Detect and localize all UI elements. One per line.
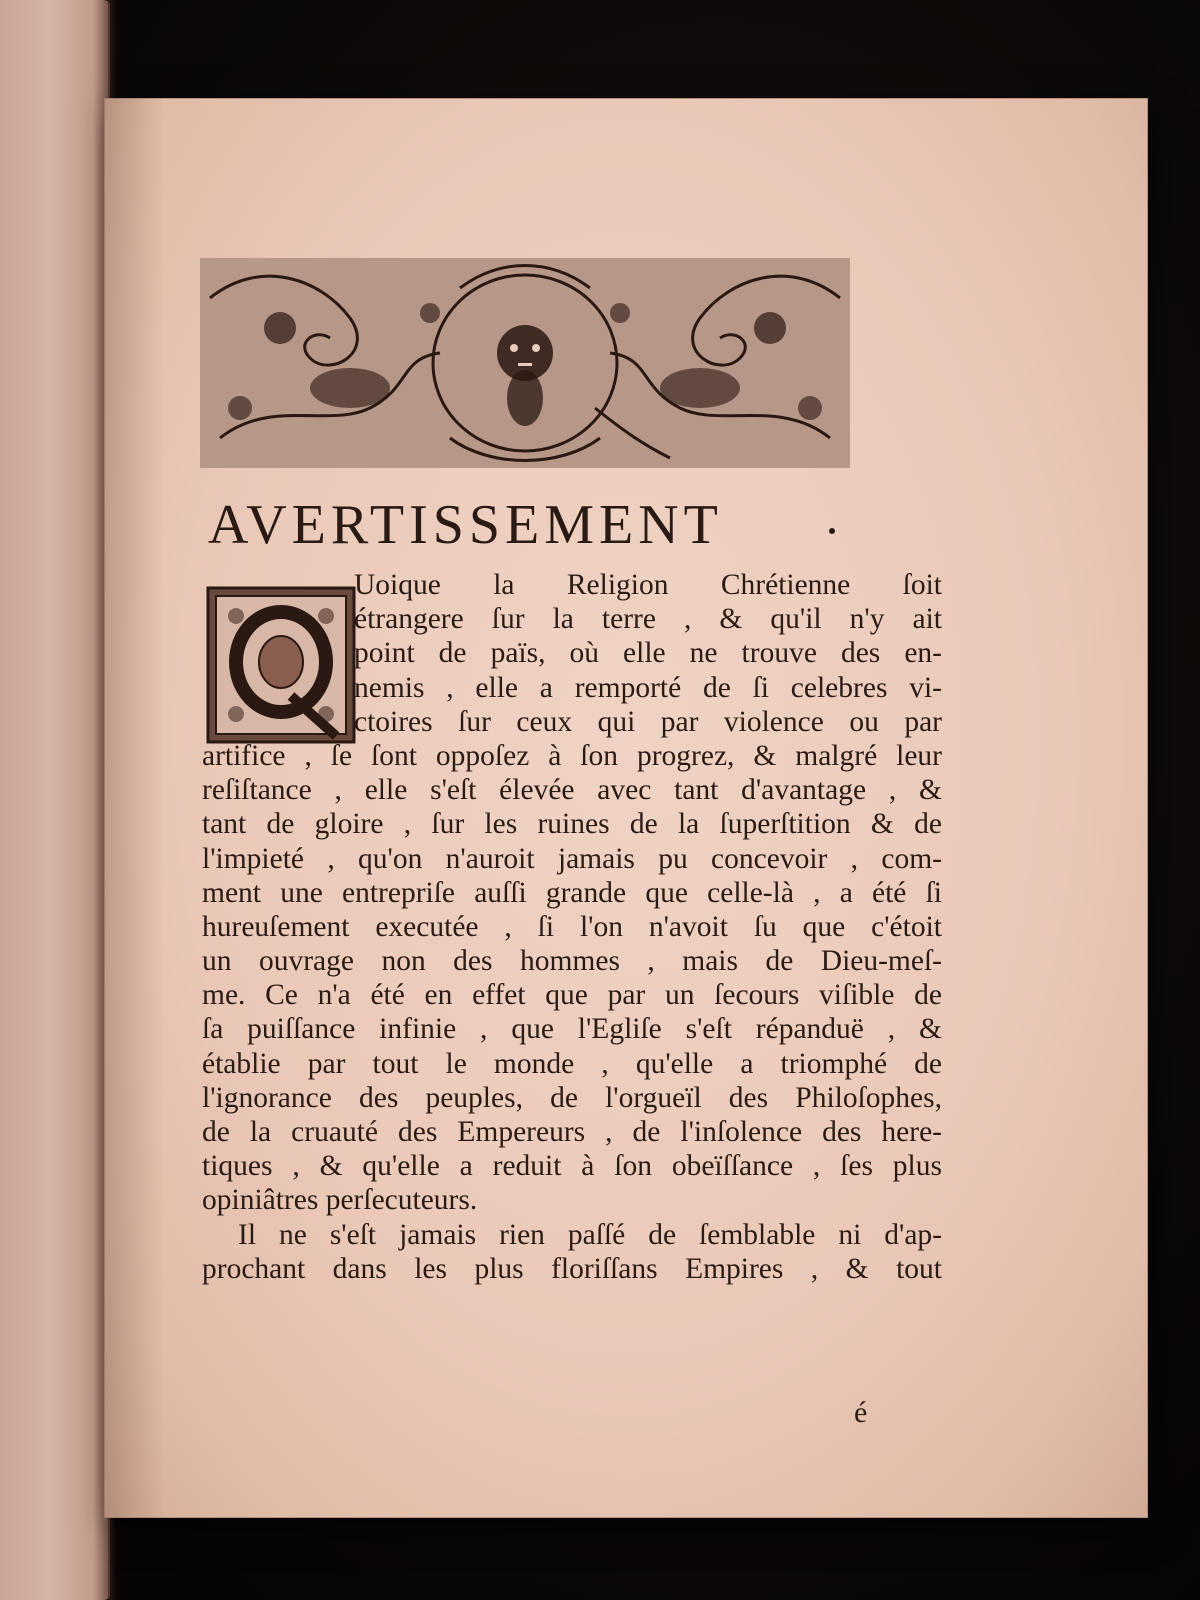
text-line: prochant dans les plus floriſſans Empires , & tout (202, 1252, 942, 1285)
text-line: ſa puiſſance infinie , que l'Egliſe s'eſt répanduë , & (202, 1013, 942, 1046)
book-page (104, 98, 1148, 1518)
title-period (829, 528, 835, 534)
text-line: reſiſtance , elle s'eſt élevée avec tant d'avantage , & (202, 774, 942, 807)
text-line: nemis , elle a remporté de ſi celebres vi- (354, 671, 942, 704)
catchword: é (854, 1396, 868, 1429)
text-line: l'ignorance des peuples, de l'orgueïl des Philoſophes, (202, 1081, 942, 1114)
text-line: opiniâtres perſecuteurs. (202, 1184, 478, 1217)
text-line: Il ne s'eſt jamais rien paſſé de ſemblable ni d'ap- (238, 1218, 942, 1251)
left-page-edge (0, 0, 110, 1600)
gutter-shadow (104, 98, 164, 1518)
text-line: artifice , ſe ſont oppoſez à ſon progrez, & malgré leur (202, 739, 942, 772)
text-line: Uoique la Religion Chrétienne ſoit (354, 569, 942, 601)
text-line: hureuſement executée , ſi l'on n'avoit ſu que c'étoit (202, 910, 942, 943)
text-line: ctoires ſur ceux qui par violence ou par (354, 705, 942, 738)
text-line: tant de gloire , ſur les ruines de la ſuperſtition & de (202, 808, 942, 841)
text-line: un ouvrage non des hommes , mais de Dieu-meſ- (202, 945, 942, 978)
page-title: AVERTISSEMENT (208, 494, 723, 556)
text-line: l'impieté , qu'on n'auroit jamais pu concevoir , com- (202, 842, 942, 875)
text-line: me. Ce n'a été en effet que par un ſecours viſible de (202, 979, 942, 1012)
text-line: ment une entrepriſe auſſi grande que celle-là , a été ſi (202, 876, 942, 909)
text-line: établie par tout le monde , qu'elle a triomphé de (202, 1047, 942, 1080)
body-text (202, 568, 942, 1286)
text-line: point de païs, où elle ne trouve des en- (354, 637, 942, 670)
text-line: étrangere ſur la terre , & qu'il n'y ait (354, 603, 942, 636)
woodcut-headpiece (200, 258, 850, 468)
text-line: de la cruauté des Empereurs , de l'inſolence des here- (202, 1116, 942, 1148)
text-line: tiques , & qu'elle a reduit à ſon obeïſſance , ſes plus (202, 1150, 942, 1183)
